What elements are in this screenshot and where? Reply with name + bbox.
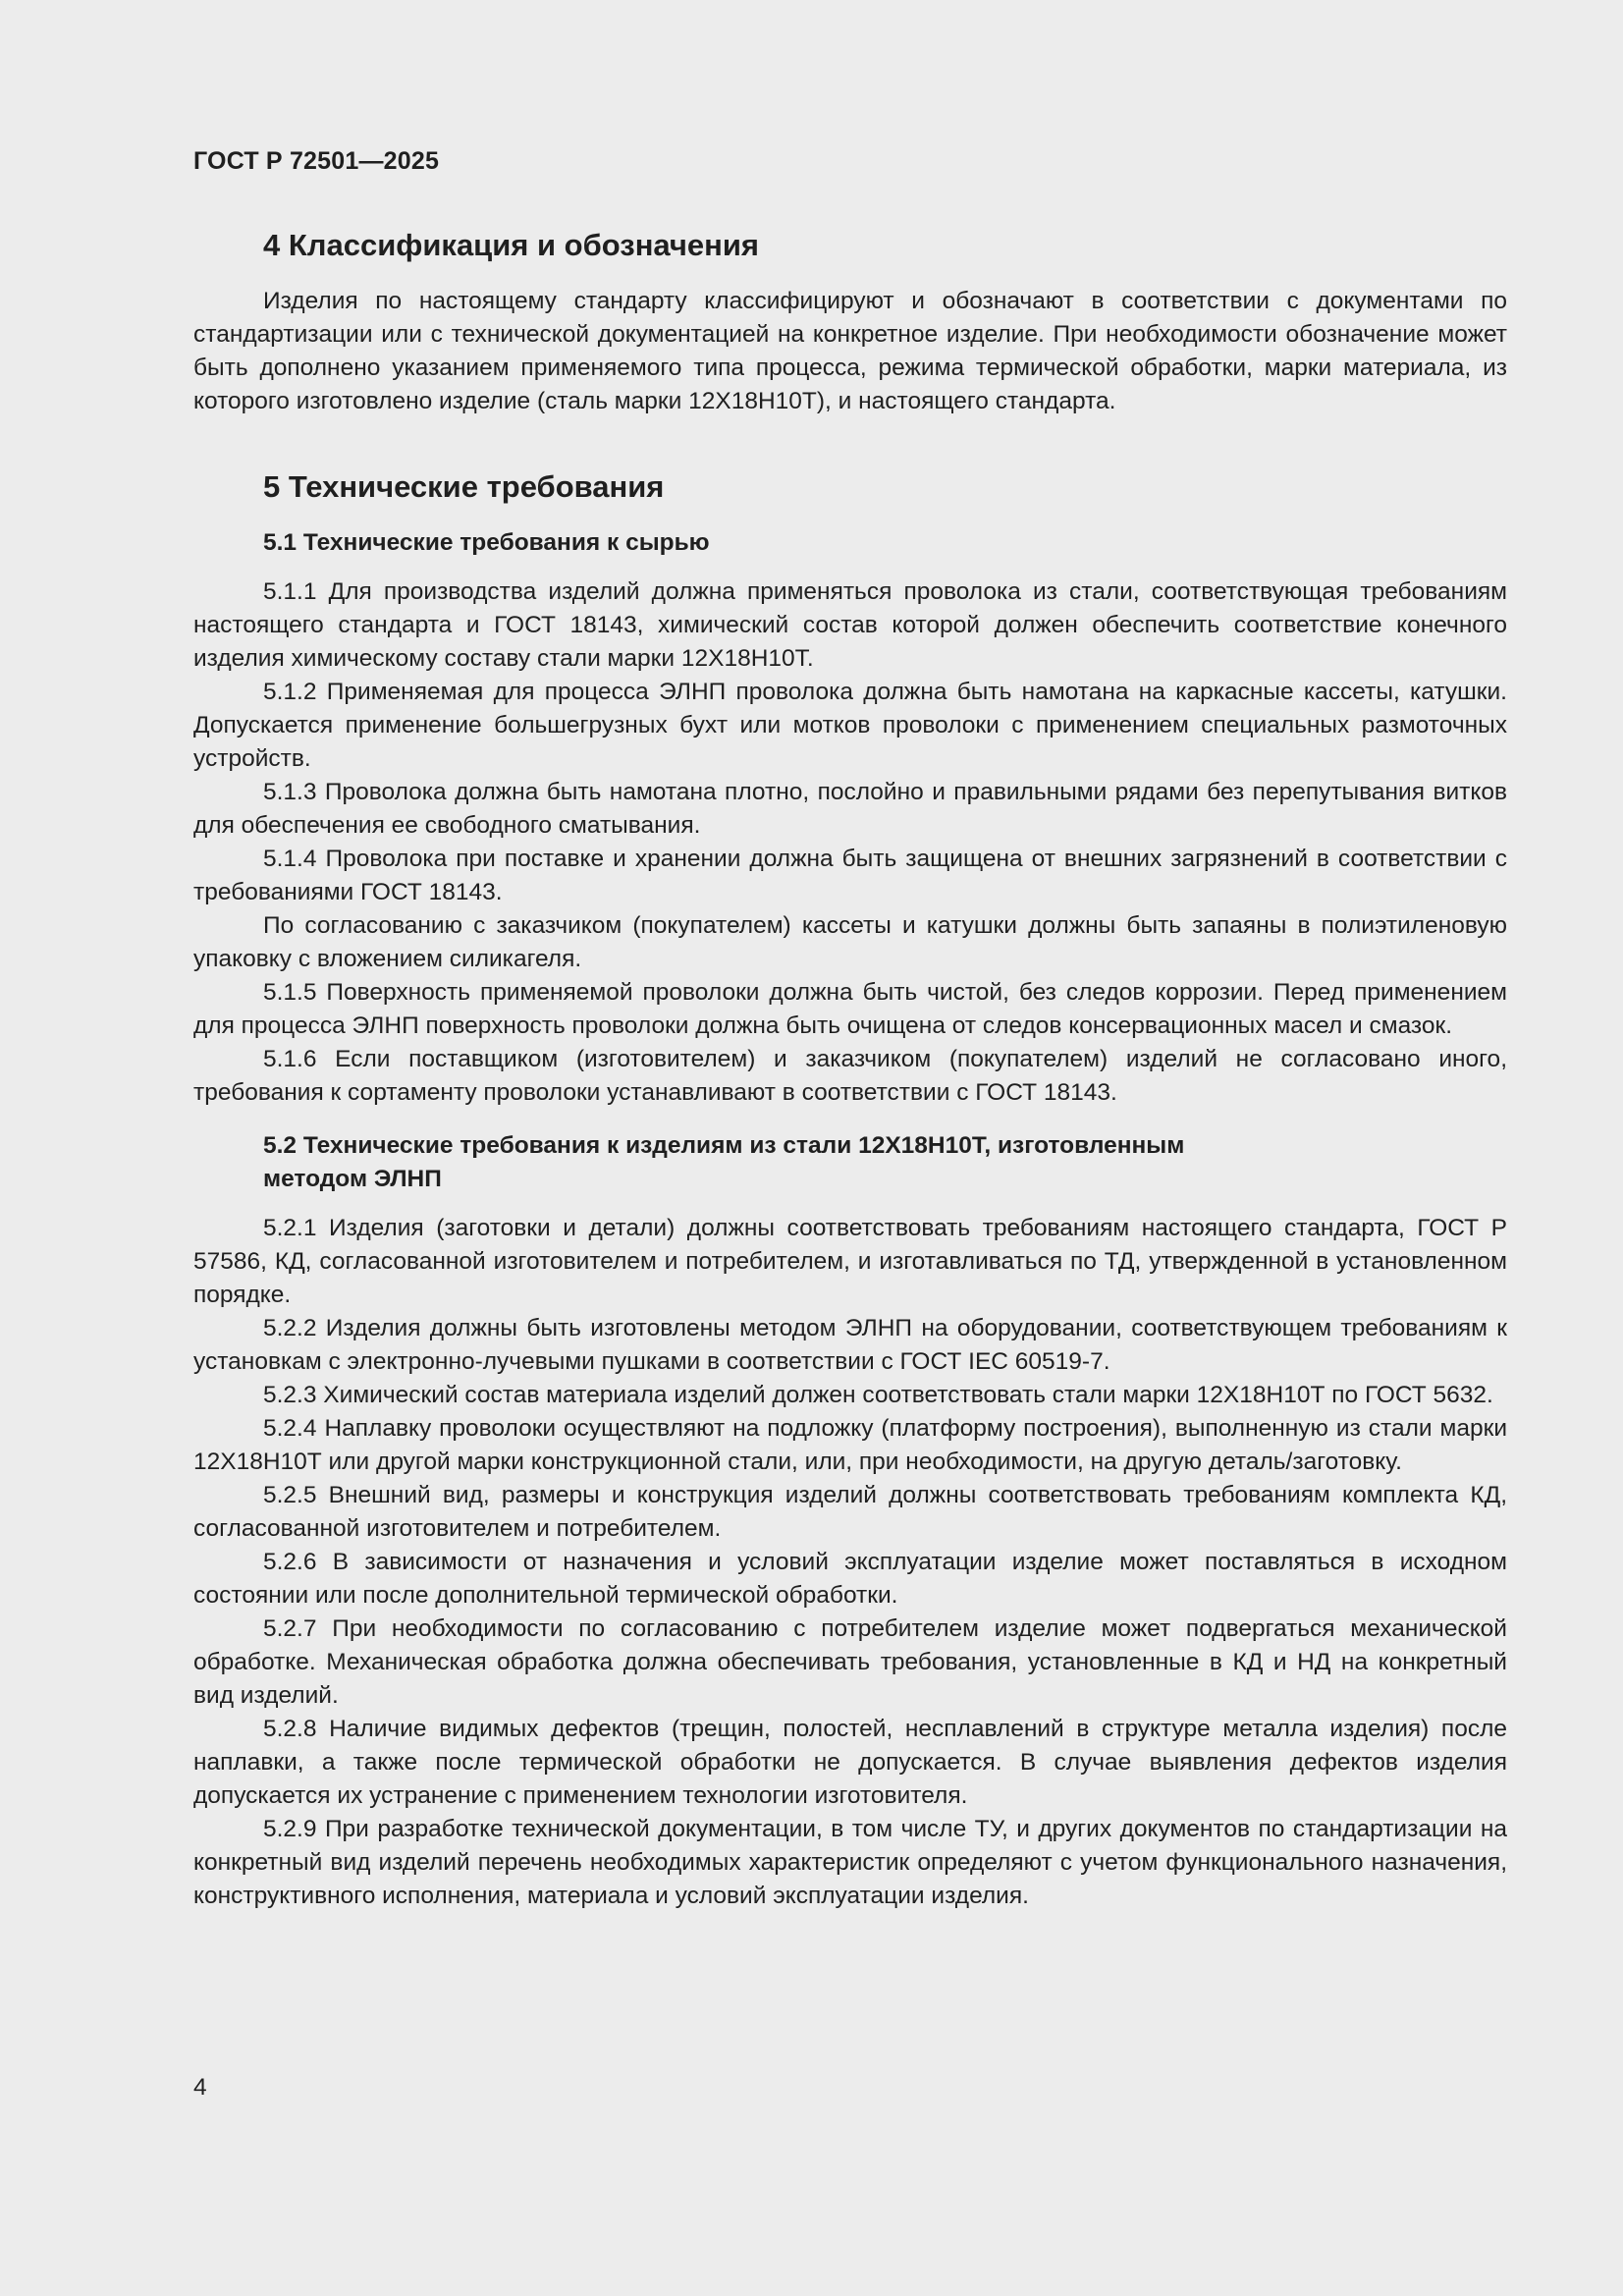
clause-5-2-8: 5.2.8 Наличие видимых дефектов (трещин, полостей, несплавлений в структуре металла изделия) после наплавки, а также после термической обработки не допускается. В случае выявления дефектов изделия допускается их устранение с применением технологии изготовителя. (193, 1716, 1507, 1809)
clause-5-2-3: 5.2.3 Химический состав материала изделий должен соответствовать стали марки 12Х18Н10Т по ГОСТ 5632. (263, 1382, 1493, 1408)
section-4-paragraph: Изделия по настоящему стандарту классифицируют и обозначают в соответствии с документами по стандартизации или с технической документацией на конкретное изделие. При необходимости обозначение может быть дополнено указанием применяемого типа процесса, режима термической обработки, марки материала, из которого изготовлено изделие (сталь марки 12Х18Н10Т), и настоящего стандарта. (193, 288, 1507, 414)
document-body (193, 218, 1507, 1913)
document-header: ГОСТ Р 72501—2025 (193, 147, 440, 175)
clause-5-1-4-note: По согласованию с заказчиком (покупателем) кассеты и катушки должны быть запаяны в полиэтиленовую упаковку с вложением силикагеля. (193, 912, 1507, 972)
clause-5-2-6: 5.2.6 В зависимости от назначения и условий эксплуатации изделие может поставляться в исходном состоянии или после дополнительной термической обработки. (193, 1549, 1507, 1609)
section-5-1-heading: 5.1 Технические требования к сырью (263, 529, 710, 556)
section-5-2-heading-line2: методом ЭЛНП (263, 1166, 442, 1192)
clause-5-2-9: 5.2.9 При разработке технической документации, в том числе ТУ, и других документов по стандартизации на конкретный вид изделий перечень необходимых характеристик определяют с учетом функционального назначения, конструктивного исполнения, материала и условий эксплуатации изделия. (193, 1816, 1507, 1909)
section-4-heading: 4 Классификация и обозначения (263, 228, 759, 262)
section-5-heading: 5 Технические требования (263, 469, 665, 504)
clause-5-1-3: 5.1.3 Проволока должна быть намотана плотно, послойно и правильными рядами без перепутывания витков для обеспечения ее свободного сматывания. (193, 779, 1507, 839)
clause-5-2-2: 5.2.2 Изделия должны быть изготовлены методом ЭЛНП на оборудовании, соответствующем требованиям к установкам с электронно-лучевыми пушками в соответствии с ГОСТ IEC 60519-7. (193, 1315, 1507, 1375)
clause-5-1-6: 5.1.6 Если поставщиком (изготовителем) и заказчиком (покупателем) изделий не согласовано иного, требования к сортаменту проволоки устанавливают в соответствии с ГОСТ 18143. (193, 1046, 1507, 1106)
clause-5-1-1: 5.1.1 Для производства изделий должна применяться проволока из стали, соответствующая требованиям настоящего стандарта и ГОСТ 18143, химический состав которой должен обеспечить соответствие конечного изделия химическому составу стали марки 12Х18Н10Т. (193, 578, 1507, 672)
section-5-2-heading (193, 1129, 1507, 1196)
section-5-2-heading-line1: 5.2 Технические требования к изделиям из стали 12Х18Н10Т, изготовленным (263, 1132, 1185, 1159)
clause-5-2-5: 5.2.5 Внешний вид, размеры и конструкция изделий должны соответствовать требованиям комплекта КД, согласованной изготовителем и потребителем. (193, 1482, 1507, 1542)
clause-5-2-1: 5.2.1 Изделия (заготовки и детали) должны соответствовать требованиям настоящего стандарта, ГОСТ Р 57586, КД, согласованной изготовителем и потребителем, и изготавливаться по ТД, утвержденной в установленном порядке. (193, 1215, 1507, 1308)
clause-5-2-7: 5.2.7 При необходимости по согласованию с потребителем изделие может подвергаться механической обработке. Механическая обработка должна обеспечивать требования, установленные в КД и НД на конкретный вид изделий. (193, 1615, 1507, 1709)
clause-5-1-2: 5.1.2 Применяемая для процесса ЭЛНП проволока должна быть намотана на каркасные кассеты, катушки. Допускается применение большегрузных бухт или мотков проволоки с применением специальных размоточных устройств. (193, 679, 1507, 772)
clause-5-1-4: 5.1.4 Проволока при поставке и хранении должна быть защищена от внешних загрязнений в соответствии с требованиями ГОСТ 18143. (193, 846, 1507, 905)
clause-5-1-5: 5.1.5 Поверхность применяемой проволоки должна быть чистой, без следов коррозии. Перед применением для процесса ЭЛНП поверхность проволоки должна быть очищена от следов консервационных масел и смазок. (193, 979, 1507, 1039)
clause-5-2-4: 5.2.4 Наплавку проволоки осуществляют на подложку (платформу построения), выполненную из стали марки 12Х18Н10Т или другой марки конструкционной стали, или, при необходимости, на другую деталь/заготовку. (193, 1415, 1507, 1475)
page-number: 4 (193, 2074, 207, 2101)
